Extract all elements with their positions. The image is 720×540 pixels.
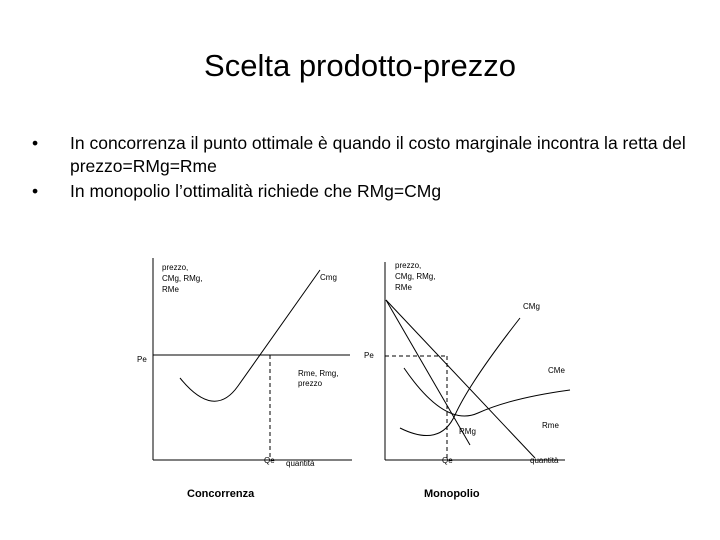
concorrenza-qe-label: Qe <box>264 456 275 465</box>
monopolio-xlabel: quantità <box>530 456 559 465</box>
concorrenza-xlabel: quantità <box>286 459 315 468</box>
monopolio-cmg-curve <box>400 318 520 436</box>
concorrenza-ylabel-1: prezzo, <box>162 263 189 272</box>
monopolio-graph <box>364 261 570 500</box>
monopolio-cmg-label: CMg <box>523 302 540 311</box>
concorrenza-graph <box>137 258 352 500</box>
monopolio-rmg-label: RMg <box>459 427 476 436</box>
slide-title: Scelta prodotto-prezzo <box>204 48 516 83</box>
monopolio-cme-curve <box>404 368 570 416</box>
concorrenza-line-label-1: Rme, Rmg, <box>298 369 339 378</box>
monopolio-caption: Monopolio <box>424 488 480 500</box>
monopolio-ylabel-1: prezzo, <box>395 261 422 270</box>
concorrenza-caption: Concorrenza <box>187 488 255 500</box>
bullet-text: In concorrenza il punto ottimale è quando il costo marginale incontra la retta del prezzo=RMg=Rme <box>70 133 686 176</box>
concorrenza-pe-label: Pe <box>137 355 147 364</box>
monopolio-rme-label: Rme <box>542 421 559 430</box>
monopolio-qe-label: Qe <box>442 456 453 465</box>
concorrenza-cmg-label: Cmg <box>320 273 337 282</box>
monopolio-ylabel-2: CMg, RMg, <box>395 272 436 281</box>
monopolio-pe-label: Pe <box>364 351 374 360</box>
bullet-text: In monopolio l’ottimalità richiede che RMg=CMg <box>70 181 442 201</box>
monopolio-ylabel-3: RMe <box>395 283 412 292</box>
concorrenza-line-label-2: prezzo <box>298 379 323 388</box>
concorrenza-ylabel-3: RMe <box>162 285 179 294</box>
monopolio-cme-label: CMe <box>548 366 565 375</box>
bullet-dot-icon: • <box>32 133 39 153</box>
concorrenza-ylabel-2: CMg, RMg, <box>162 274 203 283</box>
monopolio-rmg-line <box>386 300 470 445</box>
bullet-dot-icon: • <box>32 181 39 201</box>
